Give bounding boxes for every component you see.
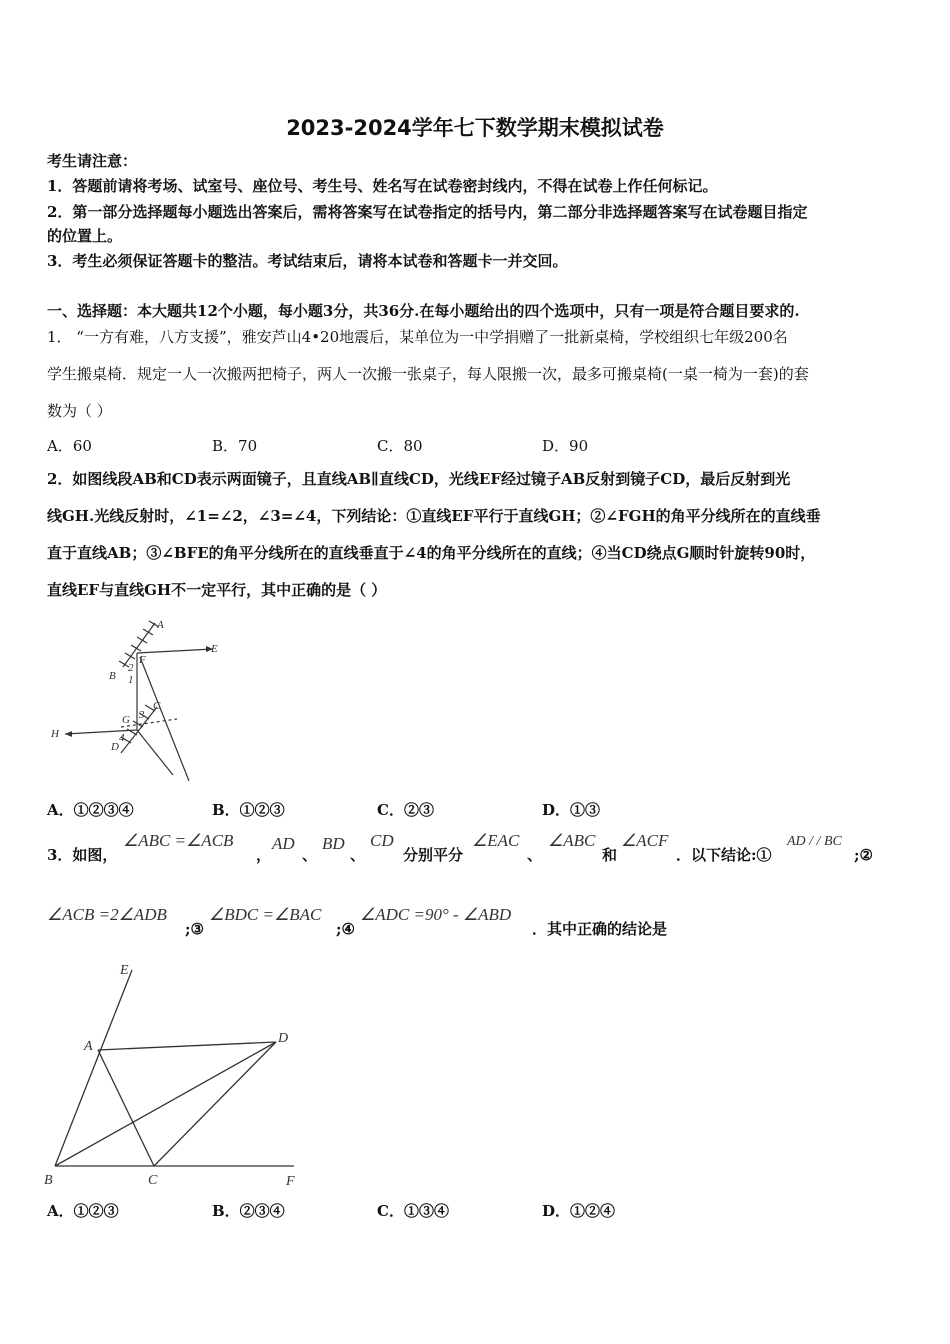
- fig-label-b: B: [44, 1173, 53, 1188]
- fig-label-4: 4: [119, 732, 125, 744]
- fig-label-b: B: [109, 670, 116, 682]
- notice-item: 1．答题前请将考场、试室号、座位号、考生号、姓名写在试卷密封线内，不得在试卷上作任何标记。: [47, 177, 718, 195]
- fig-label-g: G: [122, 714, 130, 726]
- q2-option-c: C．②③: [377, 801, 434, 819]
- question-1-line: 1． “一方有难，八方支援”，雅安芦山4•20地震后，某单位为一中学捐赠了一批新桌椅，学校组织七年级200名: [47, 328, 788, 346]
- notice-item: 3．考生必须保证答题卡的整洁。考试结束后，请将本试卷和答题卡一并交回。: [47, 252, 568, 270]
- q3-math: ∠ABC: [548, 831, 596, 850]
- q1-option-a: A．60: [47, 437, 92, 455]
- q3-option-a: A．①②③: [47, 1202, 119, 1220]
- q1-option-d: D．90: [542, 437, 589, 455]
- q3-math: BD: [322, 834, 345, 853]
- fig-label-e: E: [120, 963, 129, 978]
- q3-sep: ，: [256, 846, 272, 864]
- question-1-line: 学生搬桌椅．规定一人一次搬两把椅子，两人一次搬一张桌子，每人限搬一次，最多可搬桌椅(一桌一椅为一套)的套: [47, 365, 809, 383]
- fig-label-d: D: [111, 741, 119, 753]
- q3-math: CD: [370, 831, 394, 850]
- question-2-line: 线GH.光线反射时，∠1=∠2，∠3=∠4，下列结论：①直线EF平行于直线GH；②∠FGH的角平分线所在的直线垂: [47, 507, 821, 525]
- question-2-line: 直线EF与直线GH不一定平行，其中正确的是（ ）: [47, 581, 387, 599]
- question-2-line: 直于直线AB；③∠BFE的角平分线所在的直线垂直于∠4的角平分线所在的直线；④当CD绕点G顺时针旋转90时，: [47, 544, 816, 562]
- q3-sep: 、: [527, 846, 543, 864]
- notice-heading: 考生请注意：: [47, 152, 138, 170]
- q3-math: ∠EAC: [472, 831, 520, 850]
- q3-math: ∠ACF: [621, 831, 669, 850]
- fig-label-f: F: [286, 1174, 295, 1189]
- q3-text: ．其中正确的结论是: [532, 920, 668, 938]
- q3-sep: 、: [350, 846, 366, 864]
- notice-item: 的位置上。: [47, 227, 123, 245]
- mirror-figure: [45, 615, 235, 787]
- q2-option-d: D．①③: [542, 801, 601, 819]
- question-1-line: 数为（ ）: [47, 402, 112, 420]
- q1-option-c: C．80: [377, 437, 423, 455]
- fig-label-2: 2: [128, 662, 134, 674]
- fig-label-e: E: [211, 643, 218, 655]
- section-heading: 一、选择题：本大题共12个小题，每小题3分，共36分.在每小题给出的四个选项中，只有一项是符合题目要求的.: [47, 302, 800, 320]
- q3-option-b: B．②③④: [212, 1202, 285, 1220]
- fig-label-c: C: [153, 700, 161, 712]
- q3-math: ∠ADC =90° - ∠ABD: [360, 905, 512, 924]
- q3-text: ．以下结论:①: [676, 846, 772, 864]
- q3-option-c: C．①③④: [377, 1202, 449, 1220]
- fig-label-d: D: [278, 1031, 289, 1046]
- q3-text: 分别平分: [403, 846, 464, 864]
- triangle-figure: [40, 958, 310, 1193]
- fig-label-a: A: [84, 1039, 93, 1054]
- q3-text: 和: [602, 846, 618, 864]
- fig-label-3: 3: [139, 709, 145, 721]
- q3-math: ∠BDC =∠BAC: [209, 905, 322, 924]
- q3-option-d: D．①②④: [542, 1202, 616, 1220]
- question-2-line: 2．如图线段AB和CD表示两面镜子，且直线AB∥直线CD，光线EF经过镜子AB反射到镜子CD，最后反射到光: [47, 470, 791, 488]
- q3-math: AD: [272, 834, 295, 853]
- q3-text: ;④: [336, 920, 355, 938]
- notice-item: 2．第一部分选择题每小题选出答案后，需将答案写在试卷指定的括号内，第二部分非选择题答案写在试卷题目指定: [47, 203, 808, 221]
- fig-label-1: 1: [128, 674, 134, 686]
- fig-label-a: A: [157, 619, 164, 631]
- fig-label-c: C: [148, 1173, 158, 1188]
- q1-option-b: B．70: [212, 437, 258, 455]
- question-3-prefix: 3．如图，: [47, 846, 118, 864]
- q2-option-b: B．①②③: [212, 801, 285, 819]
- q3-text: ;③: [185, 920, 204, 938]
- q3-math: ∠ACB =2∠ADB: [47, 905, 167, 924]
- q2-option-a: A．①②③④: [47, 801, 134, 819]
- q3-text: ;②: [854, 846, 873, 864]
- fig-label-f: F: [139, 654, 146, 666]
- q3-math: ∠ABC =∠ACB: [123, 831, 234, 850]
- q3-math: AD / / BC: [787, 834, 842, 849]
- page-title: 2023-2024学年七下数学期末模拟试卷: [286, 116, 664, 140]
- q3-sep: 、: [302, 846, 318, 864]
- fig-label-h: H: [51, 728, 59, 740]
